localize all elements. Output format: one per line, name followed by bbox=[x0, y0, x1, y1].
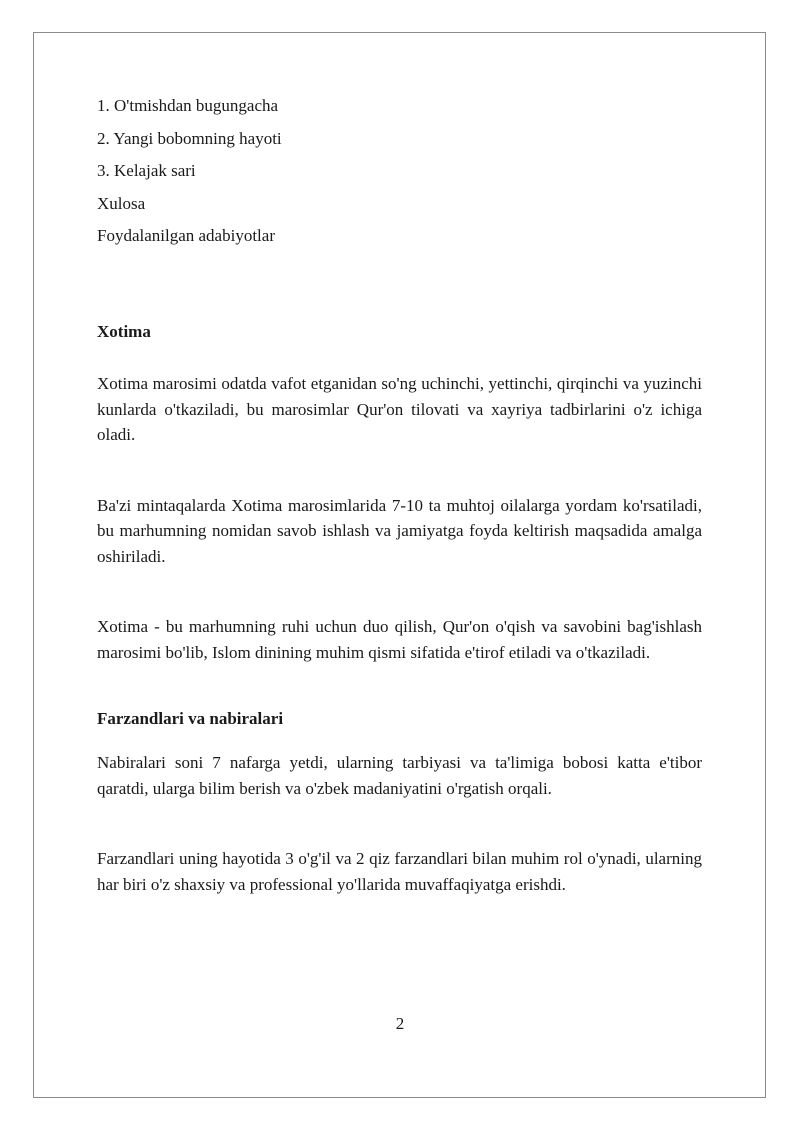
section-heading: Farzandlari va nabiralari bbox=[97, 709, 284, 728]
toc-item: 2. Yangi bobomning hayoti bbox=[97, 128, 282, 148]
section-heading: Xotima bbox=[97, 322, 151, 341]
document-body bbox=[97, 95, 702, 897]
section-farzandlari bbox=[97, 708, 702, 897]
toc-item: 1. O'tmishdan bugungacha bbox=[97, 96, 279, 115]
toc-item: 3. Kelajak sari bbox=[97, 161, 196, 180]
toc-item: Foydalanilgan adabiyotlar bbox=[97, 226, 275, 245]
paragraph: Farzandlari uning hayotida 3 o'g'il va 2 qiz farzandlari bilan muhim rol o'ynadi, ularning har biri o'z shaxsiy va professional yo'llarida muvaffaqiyatga erishdi. bbox=[97, 849, 702, 894]
paragraph: Xotima - bu marhumning ruhi uchun duo qilish, Qur'on o'qish va savobini bag'ishlash marosimi bo'lib, Islom dinining muhim qismi sifatida e'tirof etiladi va o'tkaziladi. bbox=[97, 617, 702, 662]
table-of-contents bbox=[97, 95, 702, 247]
section-xotima bbox=[97, 321, 702, 665]
page-number: 2 bbox=[395, 1014, 405, 1033]
paragraph: Xotima marosimi odatda vafot etganidan so'ng uchinchi, yettinchi, qirqinchi va yuzinchi kunlarda o'tkaziladi, bu marosimlar Qur'on tilovati va xayriya tadbirlarini o'z ichiga oladi. bbox=[97, 374, 702, 444]
paragraph: Nabiralari soni 7 nafarga yetdi, ularning tarbiyasi va ta'limiga bobosi katta e'tibor qaratdi, ularga bilim berish va o'zbek madaniyatini o'rgatish orqali. bbox=[97, 753, 702, 798]
paragraph: Ba'zi mintaqalarda Xotima marosimlarida 7-10 ta muhtoj oilalarga yordam ko'rsatiladi, bu marhumning nomidan savob ishlash va jamiyatga foyda keltirish maqsadida amalga oshiriladi. bbox=[97, 495, 702, 566]
toc-item: Xulosa bbox=[97, 193, 146, 213]
